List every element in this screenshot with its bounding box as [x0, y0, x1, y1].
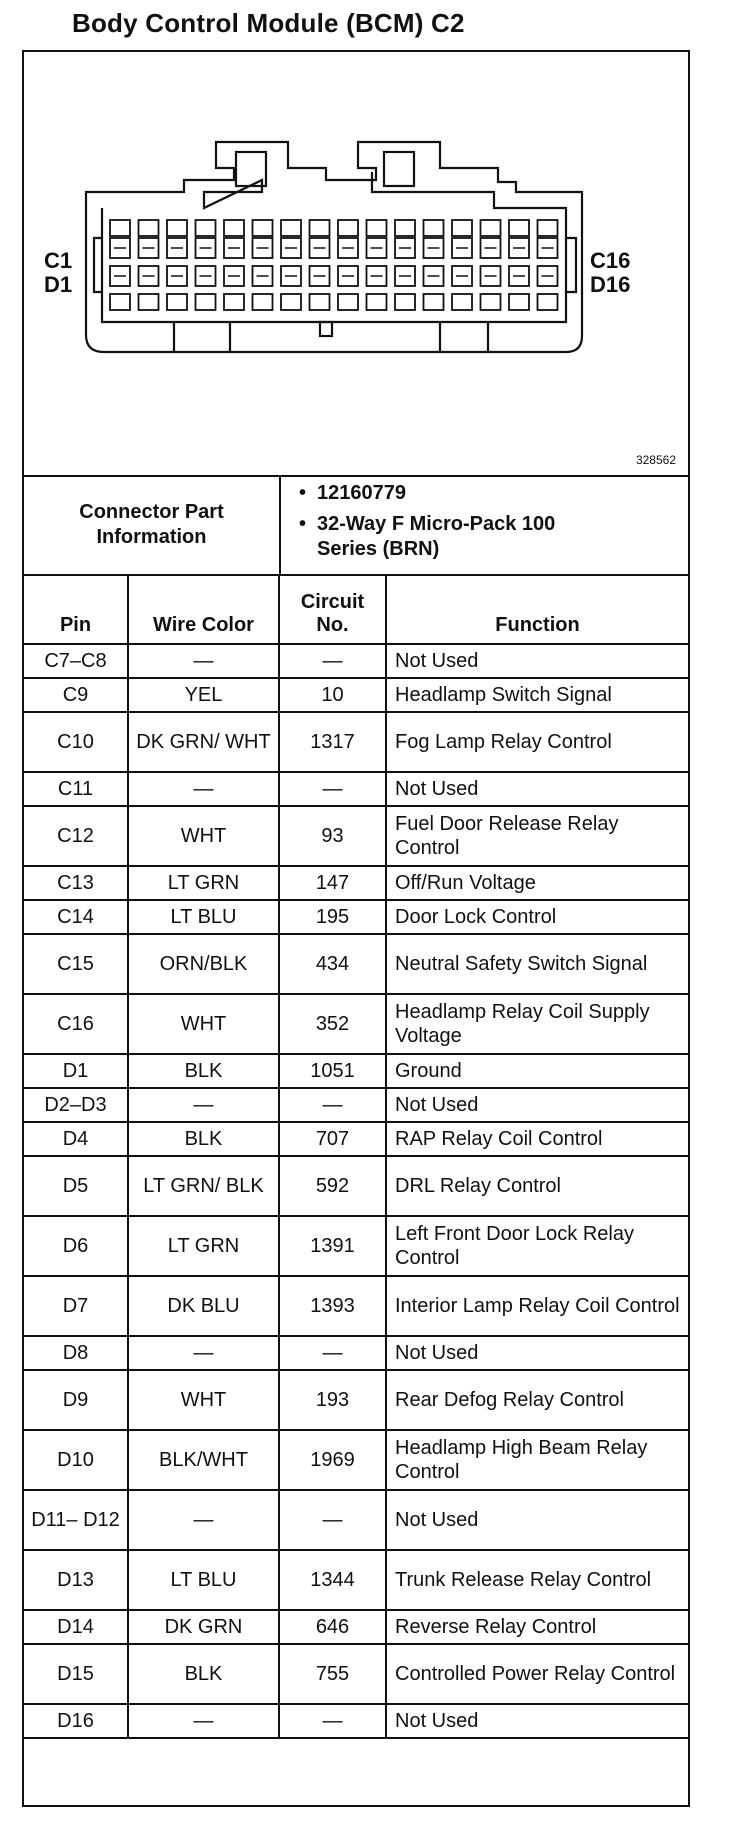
pin-cavity [167, 220, 187, 236]
function-cell: Ground [386, 1054, 688, 1088]
pin-cell: D10 [24, 1430, 128, 1490]
function-cell: Door Lock Control [386, 900, 688, 934]
table-row [24, 934, 688, 994]
pin-cell: C9 [24, 678, 128, 712]
function-cell: Not Used [386, 1088, 688, 1122]
circuit-number-cell: 352 [279, 994, 386, 1054]
function-cell: Interior Lamp Relay Coil Control [386, 1276, 688, 1336]
circuit-column-header: Circuit No. [279, 574, 386, 644]
function-cell: Not Used [386, 1490, 688, 1550]
pin-cell: D6 [24, 1216, 128, 1276]
wire-color-cell: BLK/WHT [128, 1430, 279, 1490]
pin-cell: D5 [24, 1156, 128, 1216]
wire-color-cell: LT GRN/ BLK [128, 1156, 279, 1216]
pin-cavity [139, 220, 159, 236]
pinout-header-row [24, 574, 688, 644]
circuit-number-cell: 147 [279, 866, 386, 900]
pin-cavity [110, 220, 130, 236]
table-row [24, 644, 688, 678]
table-row [24, 1216, 688, 1276]
table-row [24, 1644, 688, 1704]
wire-color-cell: — [128, 1088, 279, 1122]
pin-cavity [509, 220, 529, 236]
pin-cavity [452, 294, 472, 310]
pin-cavity [395, 294, 415, 310]
connector-sheet [22, 50, 690, 1807]
pin-cavity [196, 220, 216, 236]
function-cell: Trunk Release Relay Control [386, 1550, 688, 1610]
function-cell: Headlamp Switch Signal [386, 678, 688, 712]
pin-cavity [538, 294, 558, 310]
pin-cell: C11 [24, 772, 128, 806]
function-cell: Not Used [386, 644, 688, 678]
circuit-number-cell: — [279, 772, 386, 806]
right-bracket [566, 238, 576, 292]
pin-cell: C15 [24, 934, 128, 994]
latch-right [384, 152, 414, 186]
pin-cell: C10 [24, 712, 128, 772]
table-row [24, 1088, 688, 1122]
wire-color-cell: DK GRN/ WHT [128, 712, 279, 772]
connector-description: • 32-Way F Micro-Pack 100 Series (BRN) [299, 512, 617, 562]
wire-color-cell: DK GRN [128, 1610, 279, 1644]
wire-color-cell: WHT [128, 1370, 279, 1430]
table-row [24, 866, 688, 900]
connector-inner-body [102, 172, 566, 322]
wire-color-cell: LT GRN [128, 866, 279, 900]
table-row [24, 1370, 688, 1430]
wire-color-cell: — [128, 1704, 279, 1738]
pin-cavity [538, 220, 558, 236]
table-row [24, 1336, 688, 1370]
pin-cell: D4 [24, 1122, 128, 1156]
table-row [24, 772, 688, 806]
wire-color-cell: — [128, 1490, 279, 1550]
pin-cell: D11– D12 [24, 1490, 128, 1550]
circuit-number-cell: — [279, 1704, 386, 1738]
wire-color-cell: LT BLU [128, 900, 279, 934]
wire-color-cell: YEL [128, 678, 279, 712]
wire-color-cell: LT GRN [128, 1216, 279, 1276]
wire-color-cell: BLK [128, 1122, 279, 1156]
pin-cell: D2–D3 [24, 1088, 128, 1122]
figure-reference-number: 328562 [635, 453, 676, 467]
pin-column-header: Pin [24, 574, 128, 644]
circuit-number-cell: — [279, 644, 386, 678]
center-key [320, 322, 332, 336]
pin-cavity [281, 294, 301, 310]
pin-cell: D14 [24, 1610, 128, 1644]
pin-cell: D1 [24, 1054, 128, 1088]
table-row [24, 1610, 688, 1644]
circuit-number-cell: 93 [279, 806, 386, 866]
circuit-number-cell: 1391 [279, 1216, 386, 1276]
pin-cavity [481, 294, 501, 310]
circuit-number-cell: 193 [279, 1370, 386, 1430]
table-row [24, 1054, 688, 1088]
pin-cavity [395, 220, 415, 236]
wire-color-cell: — [128, 1336, 279, 1370]
pin-label-c1: C1 [44, 248, 73, 273]
pin-cavity [224, 220, 244, 236]
pin-cavity [224, 294, 244, 310]
pin-cavity [110, 294, 130, 310]
pin-cavity [424, 220, 444, 236]
table-row [24, 1490, 688, 1550]
table-row [24, 994, 688, 1054]
circuit-number-cell: 1393 [279, 1276, 386, 1336]
circuit-number-cell: 1344 [279, 1550, 386, 1610]
pin-cell: C12 [24, 806, 128, 866]
table-row [24, 1156, 688, 1216]
pin-cavity [167, 294, 187, 310]
wire-color-column-header: Wire Color [128, 574, 279, 644]
left-bracket [94, 238, 102, 292]
pin-cell: C13 [24, 866, 128, 900]
pin-cavity [338, 220, 358, 236]
circuit-number-cell: 592 [279, 1156, 386, 1216]
wire-color-cell: DK BLU [128, 1276, 279, 1336]
function-cell: Not Used [386, 1704, 688, 1738]
connector-diagram [24, 52, 688, 477]
wire-color-cell: ORN/BLK [128, 934, 279, 994]
circuit-number-cell: 707 [279, 1122, 386, 1156]
function-cell: Off/Run Voltage [386, 866, 688, 900]
pin-cell: D16 [24, 1704, 128, 1738]
function-cell: Not Used [386, 772, 688, 806]
table-row [24, 1704, 688, 1738]
pin-cell: C7–C8 [24, 644, 128, 678]
table-row [24, 1550, 688, 1610]
circuit-number-cell: 10 [279, 678, 386, 712]
pin-cavity [253, 294, 273, 310]
document-title: Body Control Module (BCM) C2 [72, 8, 465, 38]
pinout-rows [24, 644, 688, 1738]
function-cell: Fog Lamp Relay Control [386, 712, 688, 772]
pin-cavity [452, 220, 472, 236]
table-row [24, 678, 688, 712]
connector-part-number: • 12160779 [299, 481, 617, 506]
function-cell: Headlamp High Beam Relay Control [386, 1430, 688, 1490]
function-cell: RAP Relay Coil Control [386, 1122, 688, 1156]
wire-color-cell: BLK [128, 1644, 279, 1704]
function-cell: Fuel Door Release Relay Control [386, 806, 688, 866]
wire-color-cell: — [128, 644, 279, 678]
connector-part-info-label: Connector Part Information [24, 475, 281, 574]
function-cell: Not Used [386, 1336, 688, 1370]
circuit-number-cell: 1051 [279, 1054, 386, 1088]
table-row [24, 712, 688, 772]
pin-cavity [310, 294, 330, 310]
wire-color-cell: — [128, 772, 279, 806]
pin-cavity [509, 294, 529, 310]
function-column-header: Function [386, 574, 688, 644]
pin-cell: D15 [24, 1644, 128, 1704]
circuit-number-cell: 646 [279, 1610, 386, 1644]
table-row [24, 900, 688, 934]
connector-part-info-list [299, 481, 617, 568]
table-row [24, 1430, 688, 1490]
circuit-number-cell: — [279, 1336, 386, 1370]
wire-color-cell: WHT [128, 994, 279, 1054]
pin-cavity [196, 294, 216, 310]
pin-cavity [424, 294, 444, 310]
pin-cavity [253, 220, 273, 236]
circuit-number-cell: 434 [279, 934, 386, 994]
circuit-number-cell: 755 [279, 1644, 386, 1704]
table-row [24, 1122, 688, 1156]
function-cell: DRL Relay Control [386, 1156, 688, 1216]
connector-part-information [24, 475, 688, 576]
circuit-number-cell: — [279, 1490, 386, 1550]
pin-cell: D13 [24, 1550, 128, 1610]
pin-cell: D7 [24, 1276, 128, 1336]
wire-color-cell: LT BLU [128, 1550, 279, 1610]
pin-label-d1: D1 [44, 272, 73, 297]
pin-cell: C16 [24, 994, 128, 1054]
wire-color-cell: WHT [128, 806, 279, 866]
function-cell: Controlled Power Relay Control [386, 1644, 688, 1704]
pin-cavity [367, 220, 387, 236]
connector-face-drawing [24, 52, 688, 475]
circuit-number-cell: 1969 [279, 1430, 386, 1490]
circuit-number-cell: 1317 [279, 712, 386, 772]
pin-cell: C14 [24, 900, 128, 934]
pin-cavity [281, 220, 301, 236]
wire-color-cell: BLK [128, 1054, 279, 1088]
function-cell: Headlamp Relay Coil Supply Voltage [386, 994, 688, 1054]
circuit-number-cell: — [279, 1088, 386, 1122]
pinout-table [24, 574, 688, 1739]
function-cell: Left Front Door Lock Relay Control [386, 1216, 688, 1276]
connector-housing [86, 142, 582, 352]
circuit-number-cell: 195 [279, 900, 386, 934]
pin-label-c16: C16 [590, 248, 631, 273]
pin-cell: D9 [24, 1370, 128, 1430]
function-cell: Reverse Relay Control [386, 1610, 688, 1644]
pin-cavity [367, 294, 387, 310]
function-cell: Neutral Safety Switch Signal [386, 934, 688, 994]
pin-cavity [139, 294, 159, 310]
pin-cavity [338, 294, 358, 310]
function-cell: Rear Defog Relay Control [386, 1370, 688, 1430]
pin-label-d16: D16 [590, 272, 631, 297]
pin-cell: D8 [24, 1336, 128, 1370]
pin-cavity [310, 220, 330, 236]
pin-cavity [481, 220, 501, 236]
table-row [24, 1276, 688, 1336]
table-row [24, 806, 688, 866]
